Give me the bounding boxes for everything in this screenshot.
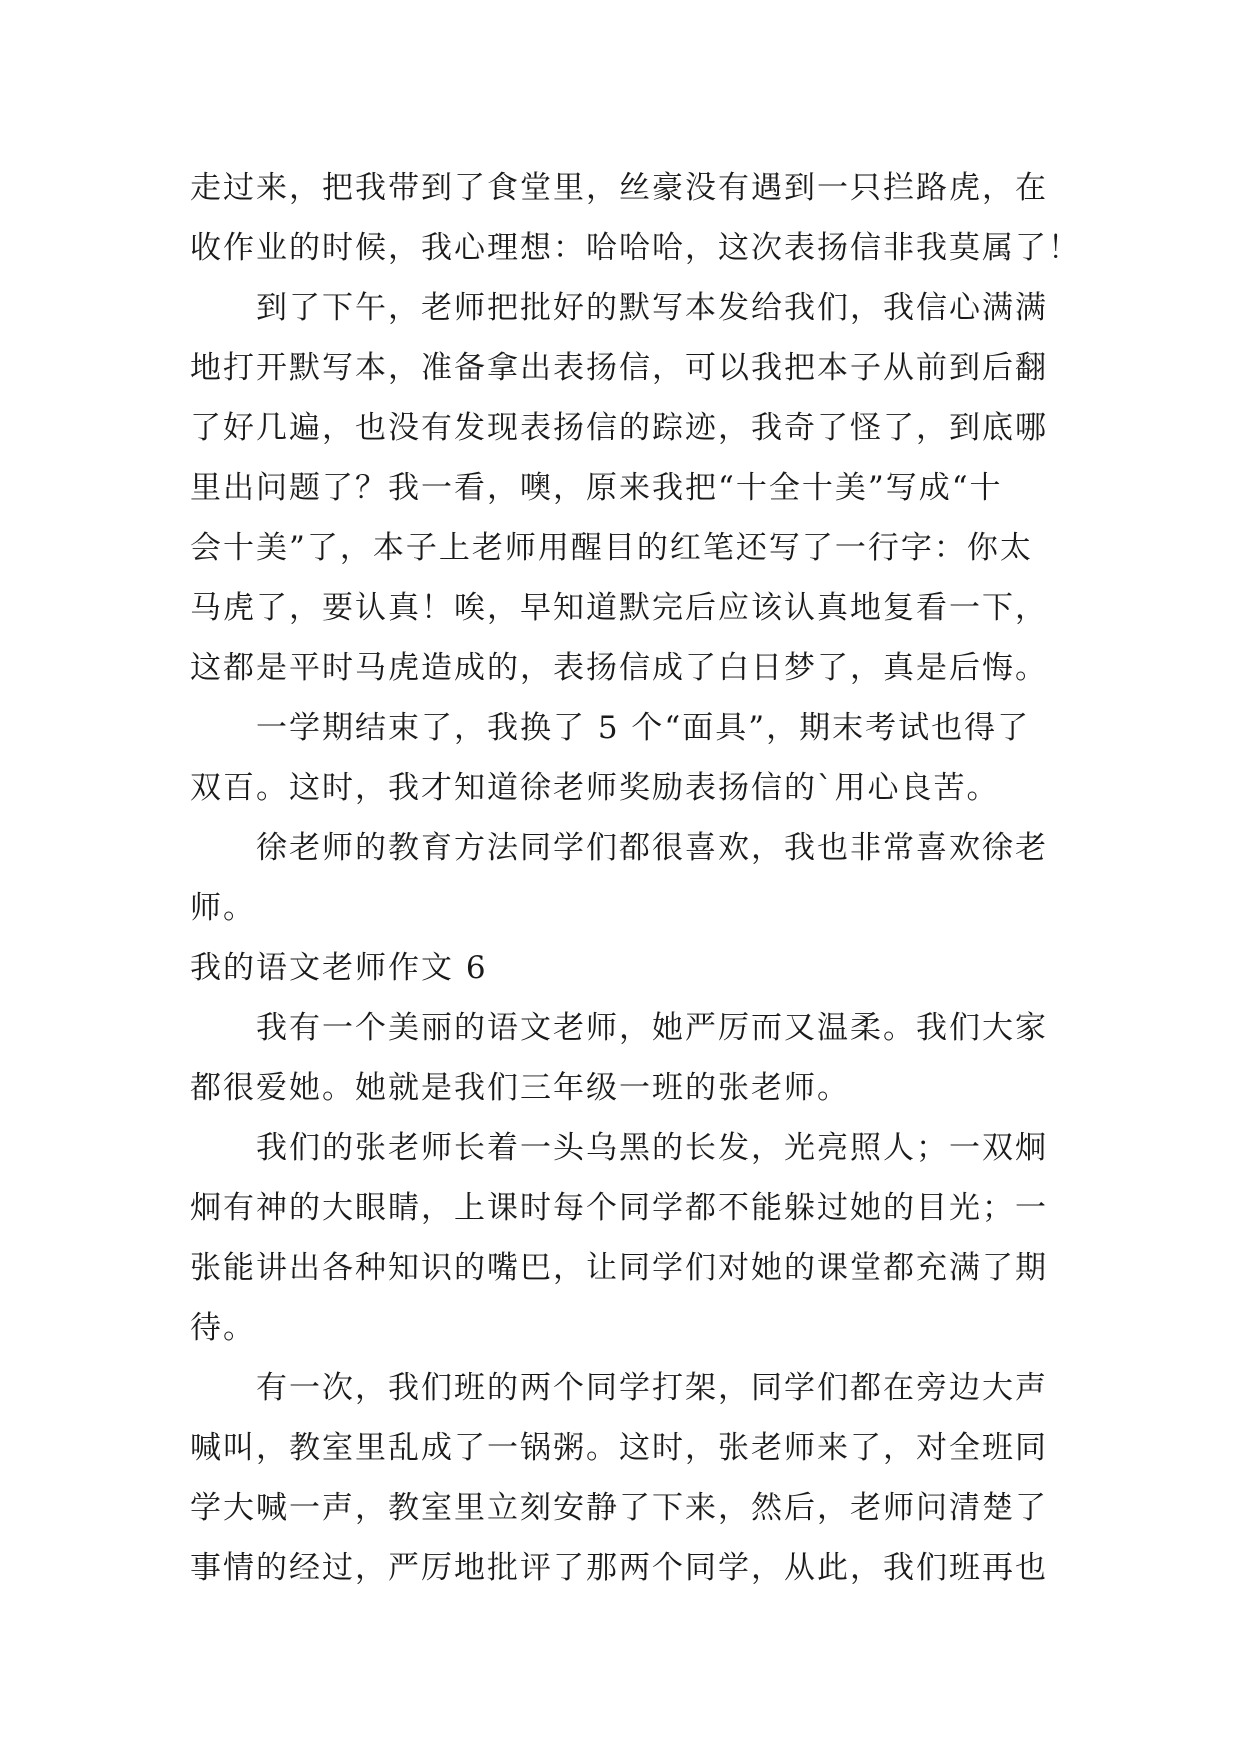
text-line: 走过来，把我带到了食堂里，丝豪没有遇到一只拦路虎，在 <box>190 170 1048 206</box>
text-line: 徐老师的教育方法同学们都很喜欢，我也非常喜欢徐老 <box>190 830 1048 866</box>
text-line: 事情的经过，严厉地批评了那两个同学，从此，我们班再也 <box>190 1550 1048 1586</box>
text-line: 学大喊一声，教室里立刻安静了下来，然后，老师问清楚了 <box>190 1490 1048 1526</box>
text-line: 师。 <box>190 890 256 926</box>
text-line: 炯有神的大眼睛，上课时每个同学都不能躲过她的目光；一 <box>190 1190 1048 1226</box>
text-line: 有一次，我们班的两个同学打架，同学们都在旁边大声 <box>190 1370 1048 1406</box>
text-line: 我们的张老师长着一头乌黑的长发，光亮照人；一双炯 <box>190 1130 1048 1166</box>
text-line: 我有一个美丽的语文老师，她严厉而又温柔。我们大家 <box>190 1010 1048 1046</box>
text-line: 地打开默写本，准备拿出表扬信，可以我把本子从前到后翻 <box>190 350 1048 386</box>
text-line: 待。 <box>190 1310 256 1346</box>
text-line: 张能讲出各种知识的嘴巴，让同学们对她的课堂都充满了期 <box>190 1250 1048 1286</box>
text-line: 马虎了，要认真！唉，早知道默完后应该认真地复看一下， <box>190 590 1048 626</box>
section-heading: 我的语文老师作文 6 <box>190 950 488 986</box>
text-line: 里出问题了？我一看，噢，原来我把“十全十美”写成“十 <box>190 470 1003 506</box>
text-line: 这都是平时马虎造成的，表扬信成了白日梦了，真是后悔。 <box>190 650 1048 686</box>
text-line: 到了下午，老师把批好的默写本发给我们，我信心满满 <box>190 290 1048 326</box>
text-line: 双百。这时，我才知道徐老师奖励表扬信的`用心良苦。 <box>190 770 1000 806</box>
text-line: 喊叫，教室里乱成了一锅粥。这时，张老师来了，对全班同 <box>190 1430 1048 1466</box>
text-line: 了好几遍，也没有发现表扬信的踪迹，我奇了怪了，到底哪 <box>190 410 1048 446</box>
text-line: 都很爱她。她就是我们三年级一班的张老师。 <box>190 1070 850 1106</box>
text-line: 会十美”了，本子上老师用醒目的红笔还写了一行字：你太 <box>190 530 1033 566</box>
text-line: 收作业的时候，我心理想：哈哈哈，这次表扬信非我莫属了！ <box>190 230 1081 266</box>
text-line: 一学期结束了，我换了 5 个“面具”，期末考试也得了 <box>190 710 1031 746</box>
